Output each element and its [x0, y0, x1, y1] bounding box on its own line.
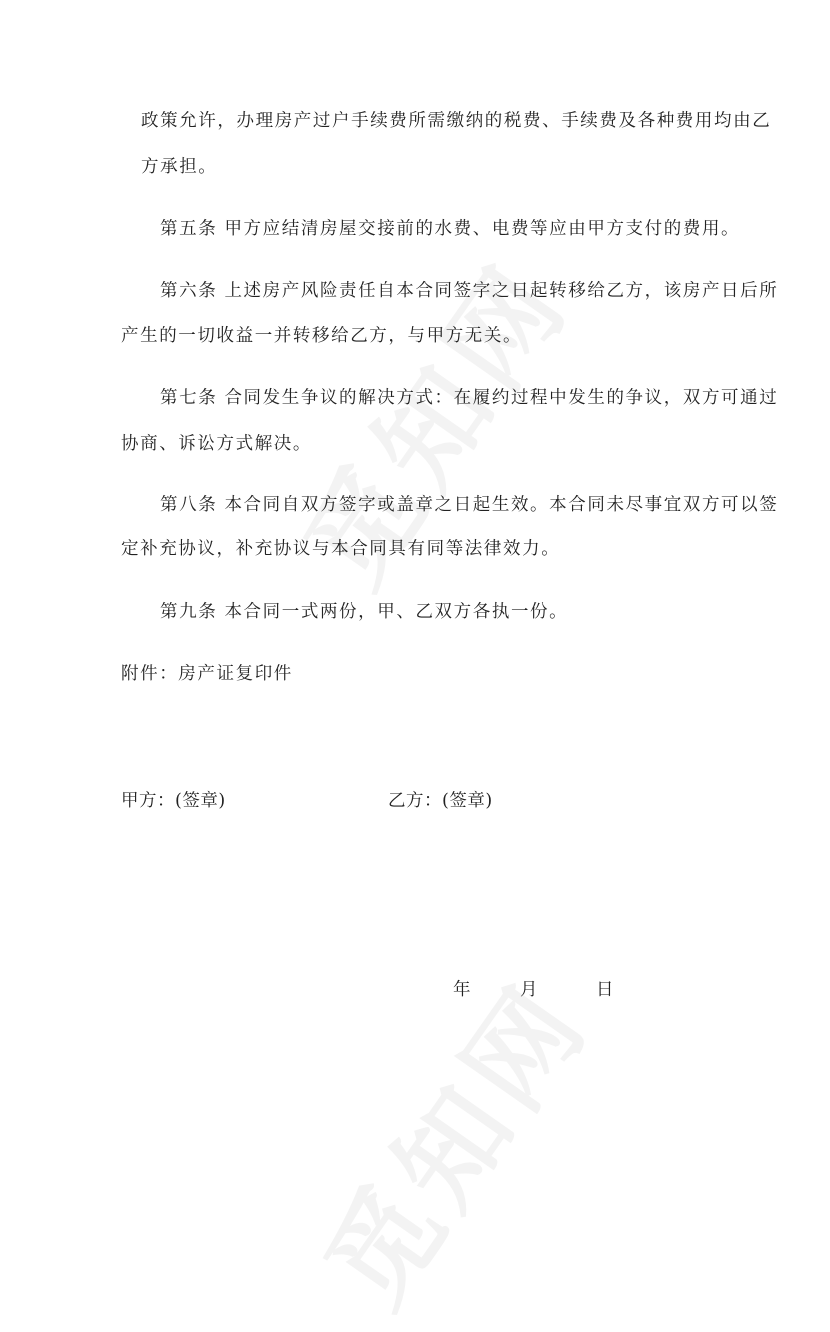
article-7-cont: 协商、诉讼方式解决。: [121, 434, 312, 454]
attachment-line: 附件：房产证复印件: [121, 664, 293, 684]
article-8-cont: 定补充协议，补充协议与本合同具有同等法律效力。: [121, 539, 561, 559]
party-b-signature: 乙方：(签章): [388, 791, 493, 811]
article-5: 第五条 甲方应结清房屋交接前的水费、电费等应由甲方支付的费用。: [160, 219, 741, 239]
article-9: 第九条 本合同一式两份，甲、乙双方各执一份。: [160, 602, 569, 622]
paragraph-line: 方承担。: [141, 157, 218, 177]
party-a-signature: 甲方：(签章): [121, 791, 226, 811]
date-year: 年: [453, 980, 473, 1000]
article-6-cont: 产生的一切收益一并转移给乙方，与甲方无关。: [121, 326, 523, 346]
article-6: 第六条 上述房产风险责任自本合同签字之日起转移给乙方，该房产日后所: [160, 281, 779, 301]
watermark: [282, 946, 618, 1332]
article-8: 第八条 本合同自双方签字或盖章之日起生效。本合同未尽事宜双方可以签: [160, 495, 779, 515]
article-7: 第七条 合同发生争议的解决方式：在履约过程中发生的争议，双方可通过: [160, 388, 779, 408]
paragraph-line: 政策允许，办理房产过户手续费所需缴纳的税费、手续费及各种费用均由乙: [141, 111, 772, 131]
date-month: 月: [520, 980, 540, 1000]
date-day: 日: [596, 980, 616, 1000]
